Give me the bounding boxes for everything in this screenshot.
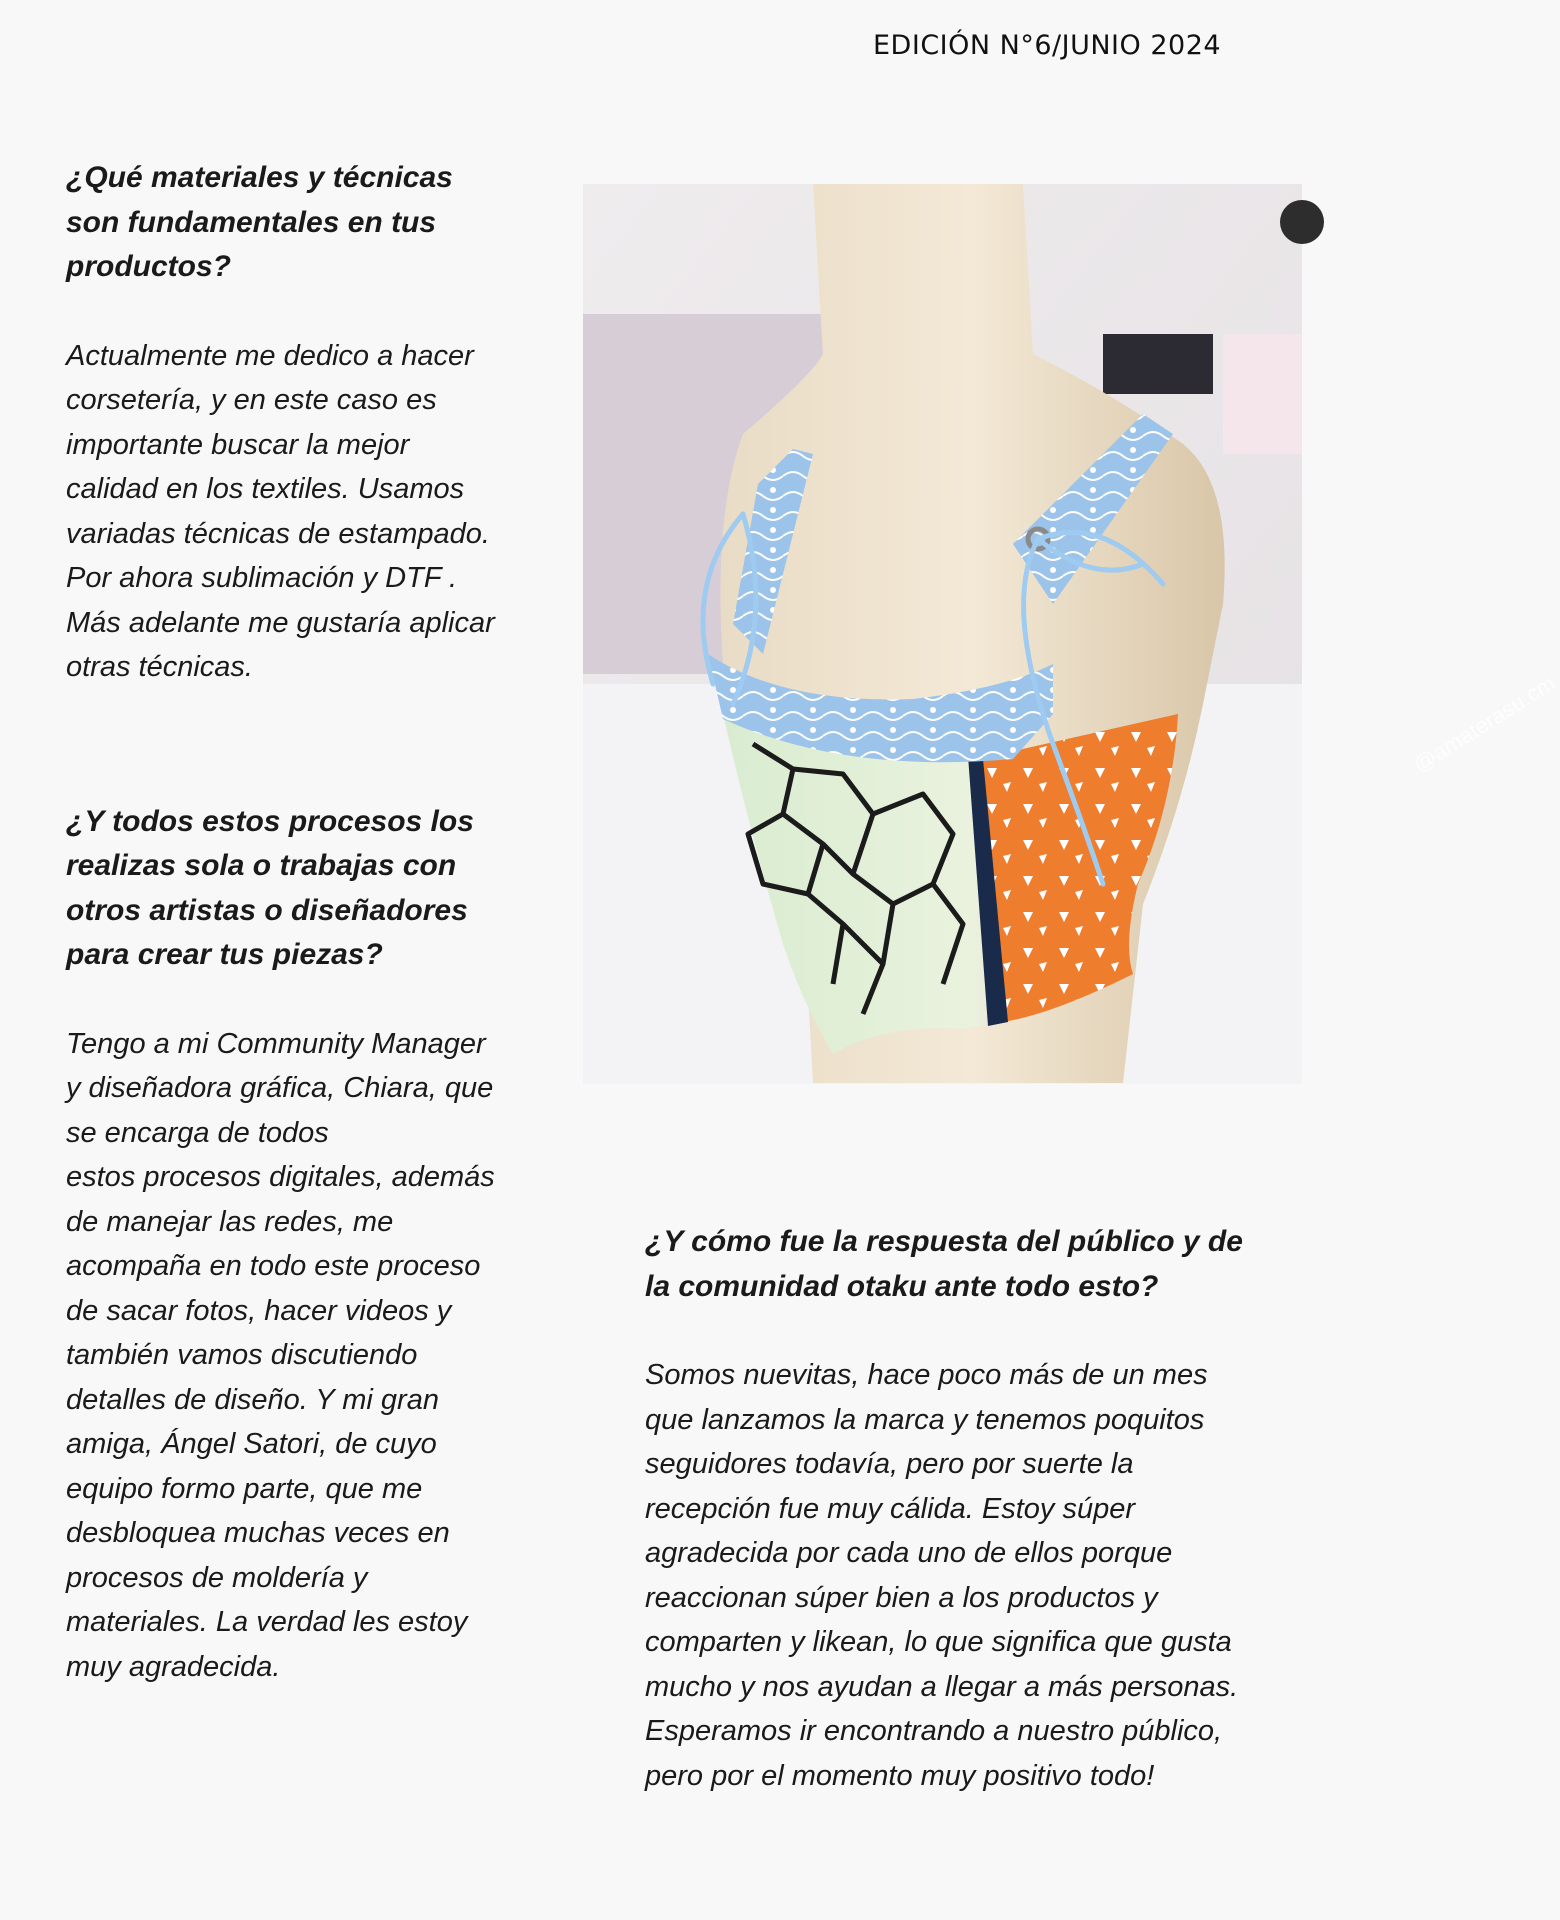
a3-line: seguidores todavía, pero por suerte la [645, 1448, 1134, 1480]
q1-line: son fundamentales en tus [66, 205, 437, 239]
a3-line: Somos nuevitas, hace poco más de un mes [645, 1359, 1208, 1391]
corset-photo [583, 184, 1560, 1083]
q1-line: productos? [66, 250, 231, 283]
a2-line: Tengo a mi Community Manager [66, 1027, 486, 1060]
a2-line: acompaña en todo este proceso [66, 1250, 481, 1282]
a2-line: y diseñadora gráfica, Chiara, que [66, 1072, 494, 1104]
right-column [645, 1220, 1315, 1798]
a2-line: amiga, Ángel Satori, de cuyo [66, 1428, 437, 1460]
a2-line: detalles de diseño. Y mi gran [66, 1383, 439, 1416]
a3-line: que lanzamos la marca y tenemos poquitos [645, 1403, 1205, 1436]
q2-line: para crear tus piezas? [66, 938, 383, 971]
a3-line: reaccionan súper bien a los productos y [645, 1581, 1158, 1614]
a2-line: estos procesos digitales, además [66, 1161, 495, 1193]
question-collaboration [66, 800, 556, 978]
question-materials [66, 156, 556, 290]
a1-line: importante buscar la mejor [66, 428, 410, 461]
a2-line: de sacar fotos, hacer videos y [66, 1294, 452, 1327]
edition-label: EDICIÓN N°6/JUNIO 2024 [873, 30, 1222, 61]
q2-line: otros artistas o diseñadores [66, 893, 468, 927]
a1-line: Más adelante me gustaría aplicar [66, 606, 495, 639]
a2-line: materiales. La verdad les estoy [66, 1606, 468, 1638]
a1-line: Actualmente me dedico a hacer [66, 339, 474, 372]
q3-line: la comunidad otaku ante todo esto? [645, 1269, 1159, 1303]
a2-line: desbloquea muchas veces en [66, 1517, 450, 1549]
a3-line: Esperamos ir encontrando a nuestro público, [645, 1715, 1223, 1747]
a2-line: muy agradecida. [66, 1650, 281, 1683]
answer-collaboration [66, 1022, 556, 1690]
a2-line: se encarga de todos [66, 1116, 329, 1149]
a3-line: recepción fue muy cálida. Estoy súper [645, 1492, 1136, 1525]
left-column [66, 156, 556, 1689]
a3-line: comparten y likean, lo que significa que gusta [645, 1626, 1232, 1658]
a2-line: de manejar las redes, me [66, 1205, 394, 1238]
a1-line: calidad en los textiles. Usamos [66, 473, 465, 505]
a3-line: pero por el momento muy positivo todo! [645, 1759, 1155, 1792]
q1-line: ¿Qué materiales y técnicas [66, 161, 453, 194]
a2-line: también vamos discutiendo [66, 1339, 418, 1371]
a2-line: equipo formo parte, que me [66, 1472, 423, 1505]
answer-response [645, 1353, 1315, 1798]
q2-line: ¿Y todos estos procesos los [66, 804, 474, 838]
a2-line: procesos de moldería y [66, 1561, 368, 1594]
q2-line: realizas sola o trabajas con [66, 849, 457, 882]
a3-line: mucho y nos ayudan a llegar a más personas. [645, 1670, 1239, 1703]
answer-materials [66, 334, 556, 690]
a3-line: agradecida por cada uno de ellos porque [645, 1537, 1173, 1569]
photo-watermark: @amaterasu.cm [1409, 670, 1560, 778]
question-response [645, 1220, 1315, 1309]
corset-illustration [583, 184, 1302, 1083]
a1-line: Por ahora sublimación y DTF . [66, 562, 458, 594]
a1-line: otras técnicas. [66, 651, 253, 683]
a1-line: corsetería, y en este caso es [66, 384, 437, 416]
q3-line: ¿Y cómo fue la respuesta del público y de [645, 1225, 1243, 1258]
a1-line: variadas técnicas de estampado. [66, 517, 490, 550]
